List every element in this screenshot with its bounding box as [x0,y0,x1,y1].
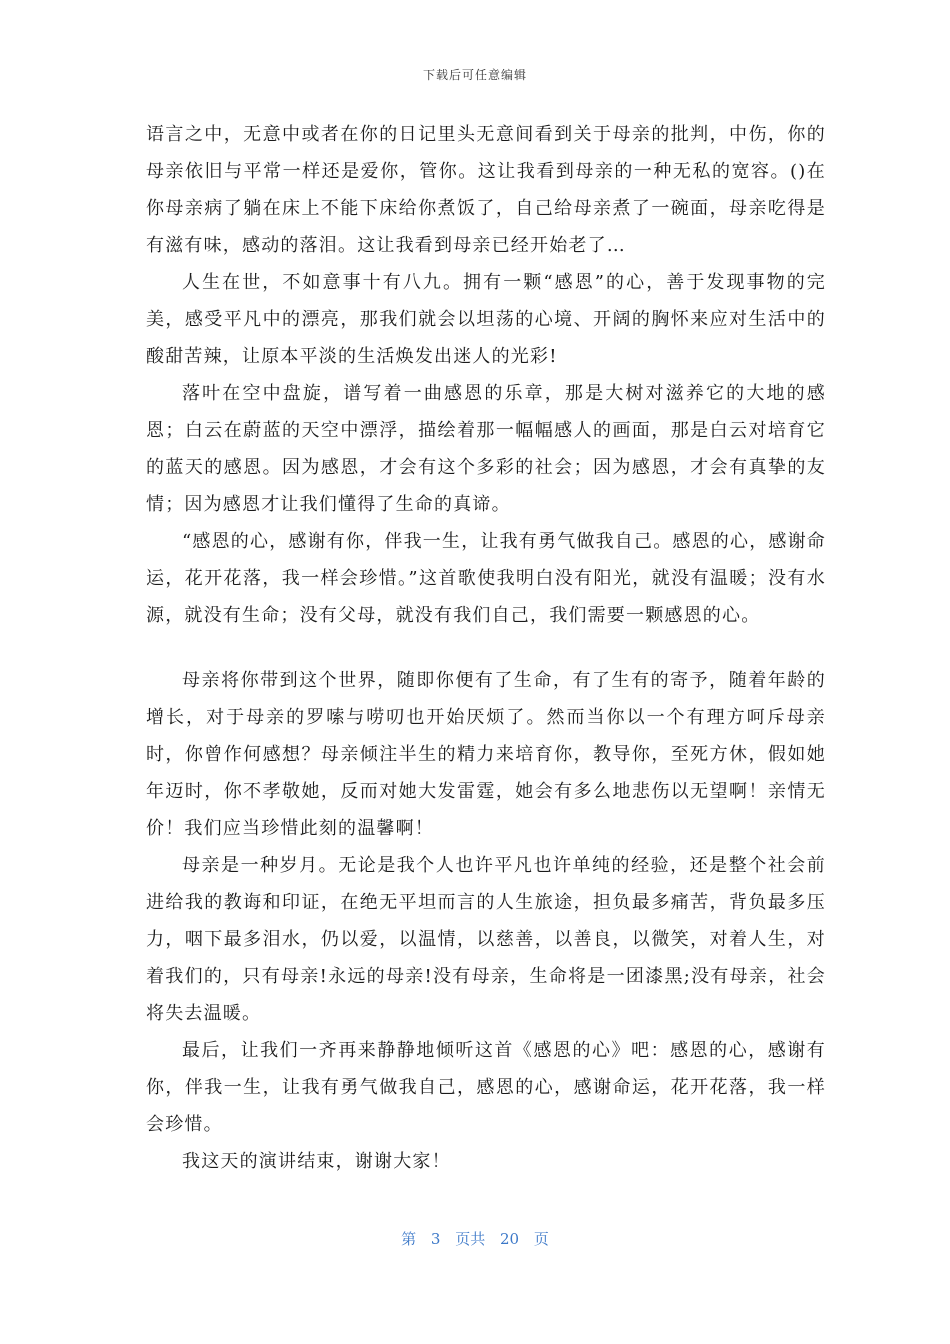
paragraph: 落叶在空中盘旋，谱写着一曲感恩的乐章，那是大树对滋养它的大地的感恩；白云在蔚蓝的天空中漂浮，描绘着那一幅幅感人的画面，那是白云对培育它的蓝天的感恩。因为感恩，才会有这个多彩的社会；因为感恩，才会有真挚的友情；因为感恩才让我们懂得了生命的真谛。 [146,383,826,515]
paragraph: “感恩的心，感谢有你，伴我一生，让我有勇气做我自己。感恩的心，感谢命运，花开花落，我一样会珍惜。”这首歌使我明白没有阳光，就没有温暖；没有水源，就没有生命；没有父母，就没有我们自己，我们需要一颗感恩的心。 [146,531,826,626]
paragraph: 母亲是一种岁月。无论是我个人也许平凡也许单纯的经验，还是整个社会前进给我的教诲和印证，在绝无平坦而言的人生旅途，担负最多痛苦，背负最多压力，咽下最多泪水，仍以爱，以温情，以慈善，以善良，以微笑，对着人生，对着我们的，只有母亲!永远的母亲!没有母亲，生命将是一团漆黑;没有母亲，社会将失去温暖。 [146,855,826,1024]
paragraph-continuation: 语言之中，无意中或者在你的日记里头无意间看到关于母亲的批判，中伤，你的母亲依旧与平常一样还是爱你，管你。这让我看到母亲的一种无私的宽容。()在你母亲病了躺在床上不能下床给你煮饭了，自己给母亲煮了一碗面，母亲吃得是有滋有味，感动的落泪。这让我看到母亲已经开始老了… [146,124,826,256]
section-gap [146,634,826,662]
paragraph: 最后，让我们一齐再来静静地倾听这首《感恩的心》吧：感恩的心，感谢有你，伴我一生，让我有勇气做我自己，感恩的心，感谢命运，花开花落，我一样会珍惜。 [146,1040,826,1135]
paragraph-closing: 我这天的演讲结束，谢谢大家！ [182,1151,451,1172]
page-number-footer: 第 3 页共 20 页 [401,1230,549,1248]
top-section [146,116,826,634]
page-header: 下载后可任意编辑 [422,68,527,82]
paragraph: 母亲将你带到这个世界，随即你便有了生命，有了生有的寄予，随着年龄的增长，对于母亲的罗嗦与唠叨也开始厌烦了。然而当你以一个有理方呵斥母亲时，你曾作何感想？母亲倾注半生的精力来培育你，教导你，至死方休，假如她年迈时，你不孝敬她，反而对她大发雷霆，她会有多么地悲伤以无望啊！亲情无价！我们应当珍惜此刻的温馨啊！ [146,670,826,839]
bottom-section [146,662,826,1180]
paragraph: 人生在世，不如意事十有八九。拥有一颗“感恩”的心，善于发现事物的完美，感受平凡中的漂亮，那我们就会以坦荡的心境、开阔的胸怀来应对生活中的酸甜苦辣，让原本平淡的生活焕发出迷人的光彩! [146,272,826,367]
document-body [146,116,826,1180]
